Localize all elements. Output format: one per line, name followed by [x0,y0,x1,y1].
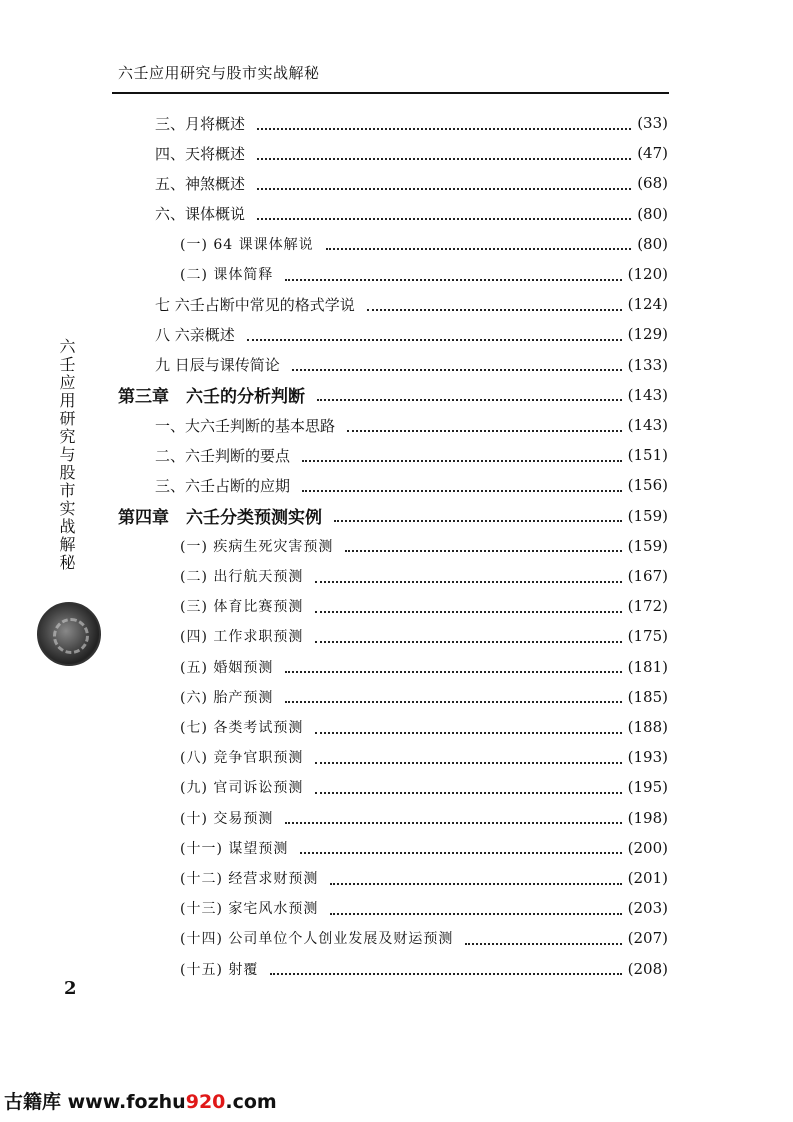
toc-leader-dots [326,247,632,250]
toc-entry-page: (181) [627,657,668,676]
watermark-digits: 920 [185,1091,226,1113]
toc-entry-label: (七) 各类考试预测 [180,720,304,736]
seal-emblem-icon [37,602,101,666]
toc-entry-page: (167) [627,567,668,585]
toc-entry-label: (十) 交易预测 [180,810,274,827]
toc-leader-dots [257,187,631,190]
toc-entry-label: 二、六壬判断的要点 [155,446,291,465]
toc-entry-page: (195) [627,778,668,797]
toc-leader-dots [315,580,621,583]
toc-leader-dots [292,368,622,371]
toc-entry-page: (68) [637,174,668,193]
toc-entry [155,470,668,500]
toc-entry-page: (151) [627,446,668,465]
toc-leader-dots [367,308,622,311]
toc-entry-label: (四) 工作求职预测 [180,629,304,646]
toc-leader-dots [257,157,631,160]
toc-leader-dots [347,429,622,432]
toc-entry [155,138,668,168]
toc-entry-label: 七 六壬占断中常见的格式学说 [155,295,355,314]
toc-entry [155,289,668,319]
toc-leader-dots [317,398,622,401]
toc-entry-label: (十四) 公司单位个人创业发展及财运预测 [180,931,454,948]
toc-entry-label: (十一) 谋望预测 [180,840,289,857]
toc-entry [180,923,668,953]
toc-leader-dots [247,338,622,341]
toc-entry [180,229,668,259]
toc-entry-page: (198) [627,808,668,827]
toc-entry [180,863,668,893]
toc-entry-page: (159) [627,536,668,555]
toc-entry [180,893,668,923]
toc-entry-label: 五、神煞概述 [155,174,246,193]
toc-entry [180,833,668,863]
toc-entry [155,199,668,229]
toc-entry-page: (185) [627,687,668,706]
toc-entry-page: (203) [627,899,668,918]
toc-entry-label: (九) 官司诉讼预测 [180,780,304,797]
toc-entry-page: (200) [627,838,668,857]
toc-entry-label: 一、大六壬判断的基本思路 [155,416,336,435]
toc-entry [180,259,668,289]
toc-leader-dots [315,610,621,613]
toc-entry [180,954,668,984]
toc-entry-page: (156) [627,476,668,495]
toc-entry-label: (三) 体育比赛预测 [180,599,304,616]
toc-entry-label: (十三) 家宅风水预测 [180,901,319,918]
toc-entry-label: 第三章 六壬的分析判断 [118,387,305,408]
toc-entry [180,561,668,591]
toc-entry [155,319,668,349]
toc-entry [180,772,668,802]
toc-entry-label: 三、六壬占断的应期 [155,476,291,495]
running-header: 六壬应用研究与股市实战解秘 [118,64,320,82]
toc-entry [155,108,668,138]
toc-leader-dots [334,519,622,522]
toc-entry [180,652,668,682]
toc-entry-label: (八) 竞争官职预测 [180,750,304,767]
toc-entry-label: (一) 疾病生死灾害预测 [180,538,334,555]
toc-leader-dots [315,640,621,643]
toc-entry-label: (六) 胎产预测 [180,689,274,706]
toc-entry [180,682,668,712]
page-number: 2 [64,978,77,999]
toc-leader-dots [315,791,621,794]
toc-entry-label: (十五) 射覆 [180,961,259,978]
toc-entry-page: (193) [627,748,668,767]
toc-entry [180,621,668,651]
toc-entry-label: (十二) 经营求财预测 [180,871,319,887]
toc-leader-dots [270,972,621,975]
toc-leader-dots [285,821,621,824]
toc-entry [180,712,668,742]
toc-entry-page: (208) [627,959,668,978]
toc-leader-dots [300,851,621,854]
toc-entry-label: (二) 出行航天预测 [180,569,304,585]
toc-leader-dots [345,549,621,552]
toc-entry-page: (143) [627,385,668,404]
toc-entry-label: 六、课体概说 [155,205,246,224]
toc-entry [180,531,668,561]
toc-entry [155,440,668,470]
toc-entry-page: (172) [627,597,668,616]
toc-entry-page: (188) [627,718,668,736]
toc-leader-dots [302,459,622,462]
toc-leader-dots [285,700,621,703]
watermark-suffix: .com [225,1091,277,1113]
header-rule [112,92,669,94]
toc-entry [180,591,668,621]
toc-entry [180,742,668,772]
toc-entry-page: (207) [627,929,668,948]
toc-entry-page: (201) [627,869,668,887]
toc-entry-page: (80) [637,204,668,223]
toc-leader-dots [330,912,621,915]
toc-entry [118,501,668,531]
toc-leader-dots [285,278,621,281]
toc-entry-label: 九 日辰与课传简论 [155,356,280,375]
toc-entry-page: (159) [627,506,668,525]
toc-entry [155,168,668,198]
toc-leader-dots [257,217,631,220]
watermark [4,1087,277,1114]
toc-entry-page: (120) [627,265,668,283]
toc-entry-page: (47) [637,144,668,163]
toc-leader-dots [315,731,621,734]
toc-leader-dots [465,942,621,945]
toc-entry-label: 八 六亲概述 [155,325,235,344]
toc-leader-dots [330,882,621,885]
toc-entry [180,803,668,833]
toc-entry-page: (175) [627,627,668,646]
toc-entry [155,410,668,440]
toc-entry-page: (129) [627,325,668,344]
toc-entry-label: (一) 64 课课体解说 [180,236,314,253]
side-title: 六壬应用研究与股市实战解秘 [57,338,76,572]
toc-entry-label: (五) 婚姻预测 [180,659,274,676]
toc-entry-page: (143) [627,416,668,434]
toc-entry-label: 第四章 六壬分类预测实例 [118,508,322,529]
toc-entry [118,380,668,410]
toc-leader-dots [302,489,622,492]
toc-entry-page: (133) [627,355,668,374]
toc-entry-label: 四、天将概述 [155,144,246,163]
toc-entry-label: (二) 课体简释 [180,267,274,283]
watermark-prefix: 古籍库 www.fozhu [4,1091,186,1113]
toc-entry-label: 三、月将概述 [155,114,246,133]
toc-leader-dots [285,670,621,673]
toc-leader-dots [315,761,621,764]
toc-entry-page: (124) [627,295,668,314]
toc-entry-page: (80) [637,234,668,253]
toc-entry [155,350,668,380]
toc-leader-dots [257,127,631,130]
toc-entry-page: (33) [637,114,668,132]
